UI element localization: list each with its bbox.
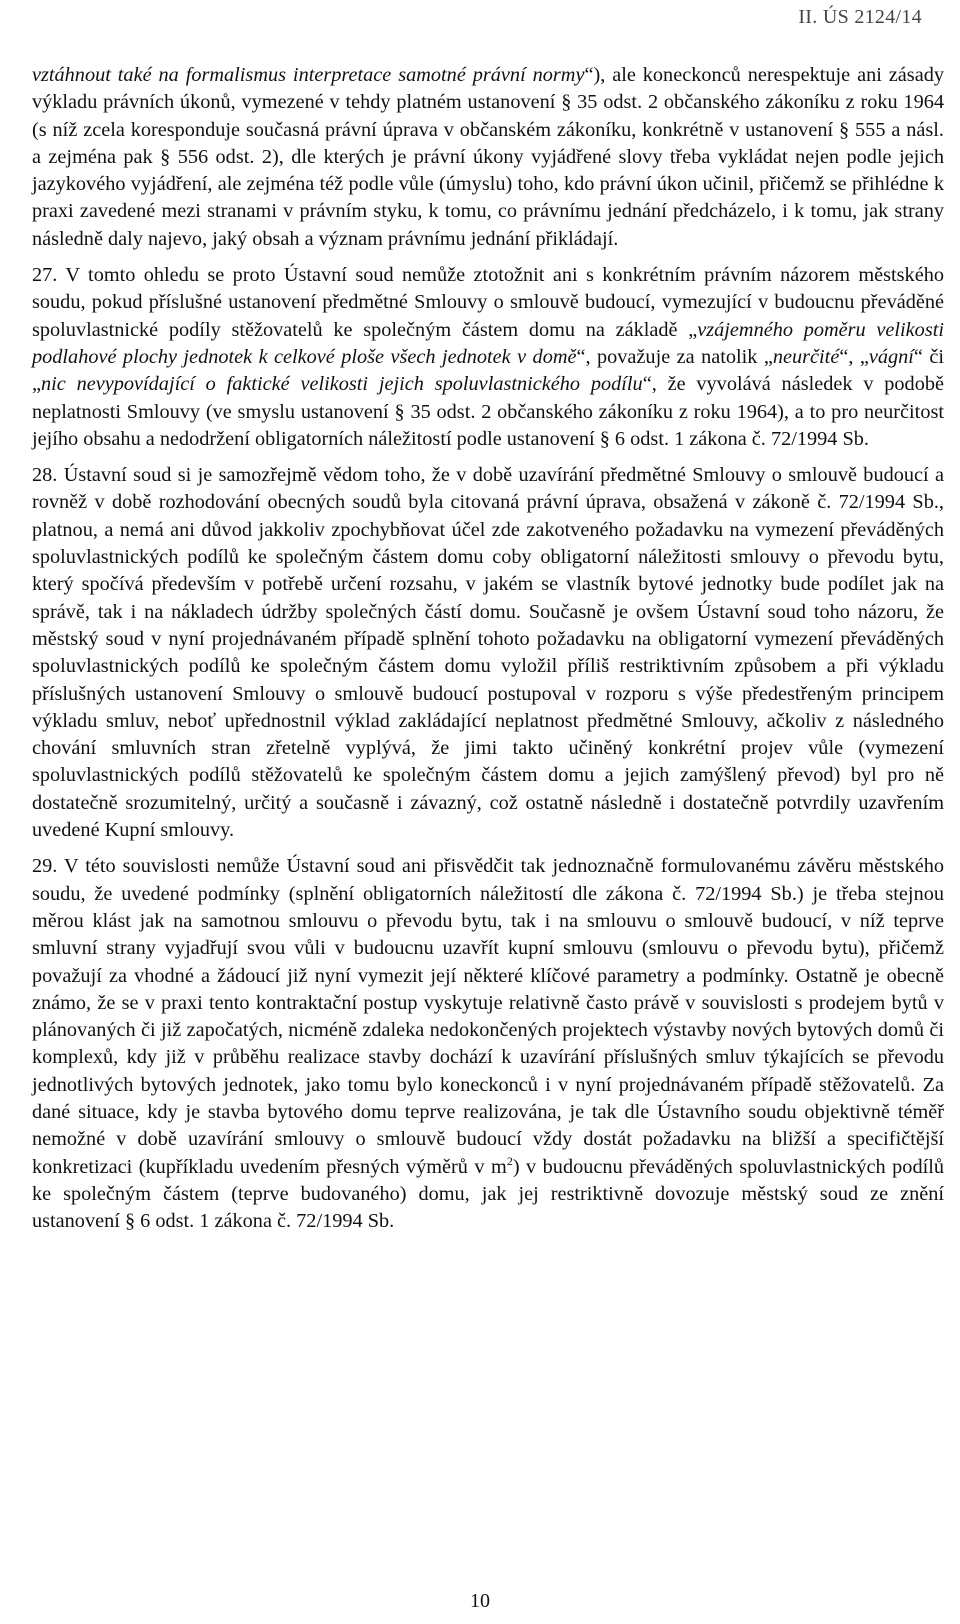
document-body: [32, 62, 944, 1235]
paragraph-number: 27.: [32, 264, 58, 287]
paragraph-text: ) v budoucnu převáděných spoluvlastnických podílů ke společným částem (teprve budovaného) domu, jak jej restriktivně dovozuje městský soud ze znění ustanovení § 6 odst. 1 zákona č. 72/1994 Sb.: [32, 1155, 944, 1233]
paragraph-text: “ či „: [32, 345, 945, 396]
italic-quote: vzájemného poměru velikosti podlahové plochy jednotek k celkové ploše všech jednotek v domě: [32, 318, 944, 368]
paragraph-text: V této souvislosti nemůže Ústavní soud ani přisvědčit tak jednoznačně formulovanému závěru městského soudu, že uvedené podmínky (splnění obligatorních náležitostí dle zákona č. 72/1994 Sb.) je třeba stejnou měrou klást jak na samotnou smlouvu o převodu bytu, tak i na smlouvu o smlouvě budoucí, v níž teprve smluvní strany vyjadřují svou vůli v budoucnu uzavřít kupní smlouvu (smlouvu o převodu bytu), přičemž považují za vhodné a žádoucí již nyní vymezit její některé klíčové parametry a podmínky. Ostatně je obecně známo, že se v praxi tento kontraktační postup vyskytuje relativně často právě v souvislosti s prodejem bytů v plánovaných či již započatých, nicméně zdaleka nedokončených projektech výstavby nových bytových domů či komplexů, kdy již v průběhu realizace stavby dochází k uzavírání příslušných smluv týkajících se převodu jednotlivých bytových jednotek, jako tomu bylo koneckonců i v nyní projednávaném případě stěžovatelů. Za dané situace, kdy je stavba bytového domu teprve realizována, je tak dle Ústavního soudu objektivně téměř nemožné v době uzavírání smlouvy o smlouvě budoucí vždy dostát požadavku na bližší a specifičtější konkretizaci (kupříkladu uvedením přesných výměrů v m: [32, 855, 944, 1178]
paragraph-28: [32, 462, 944, 844]
italic-quote: nic nevypovídající o faktické velikosti jejich spoluvlastnického podílu: [41, 373, 643, 396]
italic-text: vztáhnout také na formalismus interpretace samotné právní normy: [32, 64, 585, 86]
paragraph-number: 28.: [32, 464, 58, 487]
italic-quote: neurčité: [772, 345, 840, 368]
italic-quote: vágní: [868, 345, 914, 368]
paragraph-continuation: [32, 62, 944, 253]
paragraph-text: “, že vyvolává následek v podobě neplatnosti Smlouvy (ve smyslu ustanovení § 35 odst. 2 občanského zákoníku z roku 1964), a to pro neurčitost jejího obsahu a nedodržení obligatorních náležitostí podle ustanovení § 6 odst. 1 zákona č. 72/1994 Sb.: [32, 373, 944, 450]
paragraph-text: V tomto ohledu se proto Ústavní soud nemůže ztotožnit ani s konkrétním právním názorem městského soudu, pokud příslušné ustanovení předmětné Smlouvy o smlouvě budoucí, vymezující v budoucnu převáděné spoluvlastnické podíly stěžovatelů ke společným částem domu na základě „: [32, 264, 944, 341]
paragraph-27: [32, 262, 944, 453]
paragraph-number: 29.: [32, 855, 58, 878]
paragraph-text: “, považuje za natolik „: [576, 345, 773, 368]
case-number-header: II. ÚS 2124/14: [798, 6, 922, 28]
paragraph-text: Ústavní soud si je samozřejmě vědom toho, že v době uzavírání předmětné Smlouvy o smlouvě budoucí a rovněž v době rozhodování obecných soudů byla citovaná právní úprava, obsažená v zákoně č. 72/1994 Sb., platnou, a nemá ani důvod jakkoliv zpochybňovat účel zde zakotveného požadavku na vymezení převáděných spoluvlastnických podílů ke společným částem domu coby obligatorní náležitosti smlouvy o převodu bytu, který spočívá především v potřebě určení rozsahu, v jakém se vlastník bytové jednotky bude podílet jak na správě, tak i na nákladech údržby společných částí domu. Současně je ovšem Ústavní soud toho názoru, že městský soud v nyní projednávaném případě splnění tohoto požadavku na obligatorní vymezení převáděných spoluvlastnických podílů ke společným částem domu vyložil příliš restriktivním způsobem a při výkladu příslušných ustanovení Smlouvy o smlouvě budoucí postupoval v rozporu s výše předestřeným principem výkladu smluv, neboť upřednostnil výklad zakládající neplatnost předmětné Smlouvy, ačkoliv z následného chování smluvních stran zřetelně vyplývá, že jimi takto učiněný konkrétní projev vůle (vymezení spoluvlastnických podílů stěžovatelů ke společným částem domu a jejich zamýšlený převod) byl pro ně dostatečně srozumitelný, určitý a současně i závazný, což ostatně následně i dostatečně potvrdily uzavřením uvedené Kupní smlouvy.: [32, 464, 944, 842]
paragraph-text: “, „: [839, 345, 869, 368]
paragraph-text: “), ale koneckonců nerespektuje ani zásady výkladu právních úkonů, vymezené v tehdy platném ustanovení § 35 odst. 2 občanského zákoníku z roku 1964 (s níž zcela koresponduje současná právní úprava v občanském zákoníku, konkrétně v ustanovení § 555 a násl. a zejména pak § 556 odst. 2), dle kterých je právní úkony vyjádřené slovy třeba vykládat nejen podle jejich jazykového vyjádření, ale zejména též podle vůle (úmyslu) toho, kdo právní úkon učinil, přičemž se přihlédne k praxi zavedené mezi stranami v právním styku, k tomu, co právnímu jednání předcházelo, i k tomu, jak strany následně daly najevo, jaký obsah a význam právnímu jednání přikládají.: [32, 64, 944, 250]
superscript: 2: [506, 1153, 513, 1168]
page-number: 10: [470, 1590, 490, 1612]
paragraph-29: [32, 853, 944, 1235]
